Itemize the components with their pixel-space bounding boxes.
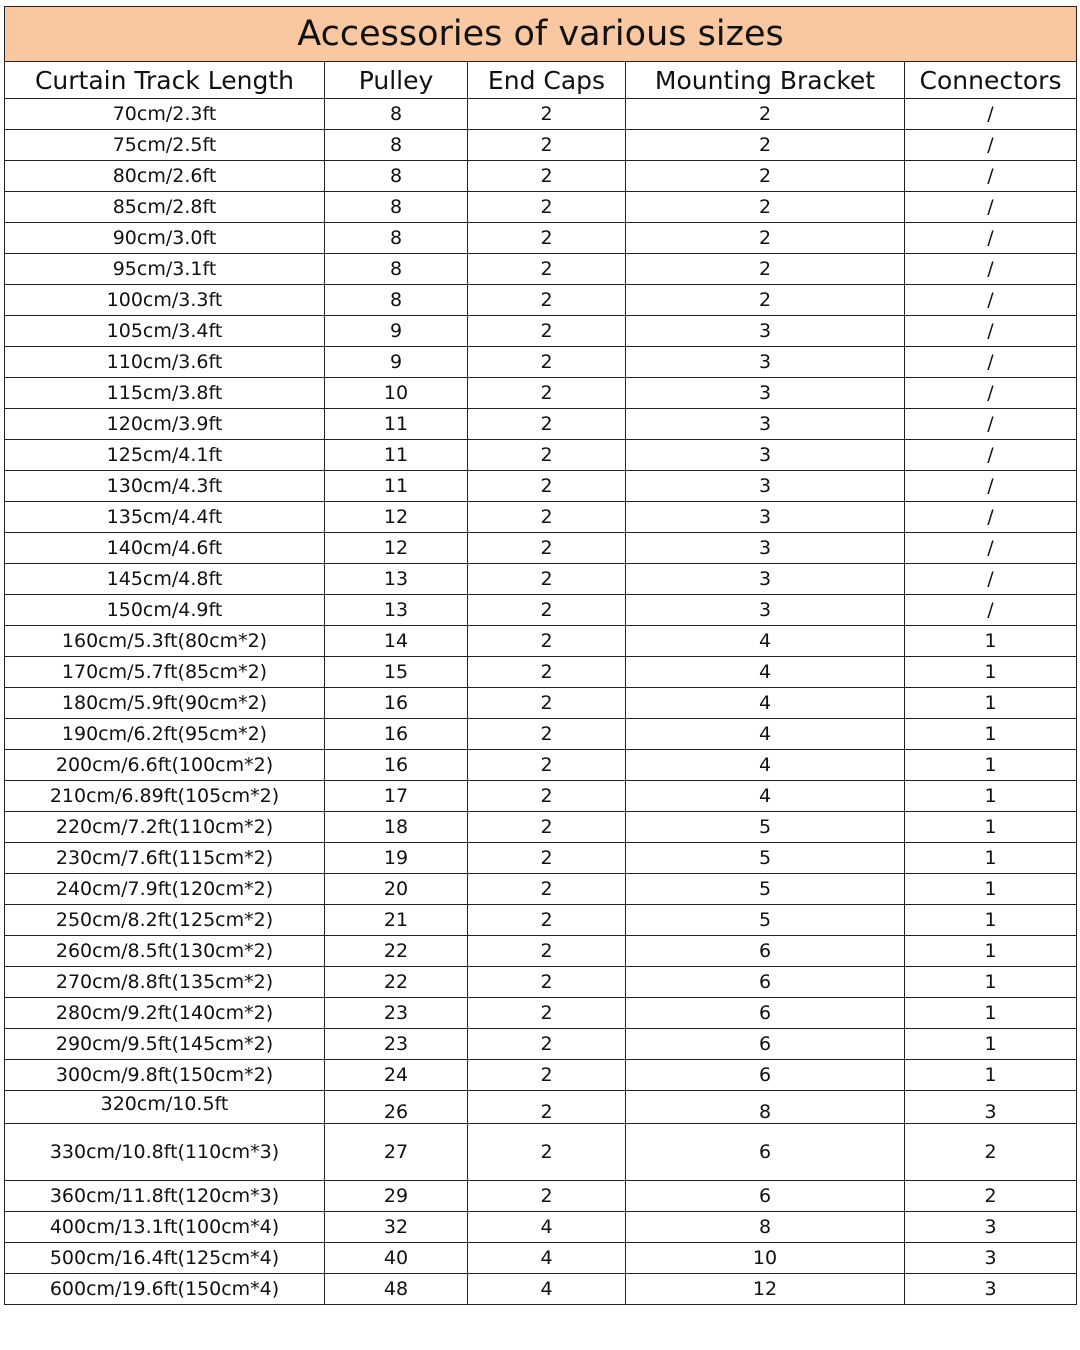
length-cell: 135cm/4.4ft — [5, 502, 325, 533]
table-row — [5, 409, 1077, 440]
end-caps-cell: 2 — [468, 1091, 626, 1124]
length-cell: 90cm/3.0ft — [5, 223, 325, 254]
end-caps-cell: 2 — [468, 843, 626, 874]
end-caps-cell: 2 — [468, 347, 626, 378]
connectors-cell: / — [905, 471, 1077, 502]
end-caps-cell: 2 — [468, 905, 626, 936]
length-cell: 220cm/7.2ft(110cm*2) — [5, 812, 325, 843]
end-caps-cell: 2 — [468, 812, 626, 843]
table-row — [5, 347, 1077, 378]
length-cell: 270cm/8.8ft(135cm*2) — [5, 967, 325, 998]
connectors-cell: 1 — [905, 688, 1077, 719]
mounting-bracket-cell: 10 — [626, 1243, 905, 1274]
mounting-bracket-cell: 3 — [626, 533, 905, 564]
mounting-bracket-cell: 3 — [626, 378, 905, 409]
mounting-bracket-cell: 6 — [626, 967, 905, 998]
pulley-cell: 27 — [325, 1124, 468, 1181]
mounting-bracket-cell: 2 — [626, 99, 905, 130]
header-curtain-track-length: Curtain Track Length — [5, 62, 325, 99]
table-row — [5, 688, 1077, 719]
connectors-cell: / — [905, 409, 1077, 440]
length-cell: 250cm/8.2ft(125cm*2) — [5, 905, 325, 936]
mounting-bracket-cell: 4 — [626, 626, 905, 657]
connectors-cell: 1 — [905, 812, 1077, 843]
length-cell: 100cm/3.3ft — [5, 285, 325, 316]
length-cell: 240cm/7.9ft(120cm*2) — [5, 874, 325, 905]
end-caps-cell: 2 — [468, 874, 626, 905]
table-row — [5, 595, 1077, 626]
mounting-bracket-cell: 3 — [626, 595, 905, 626]
table-row — [5, 626, 1077, 657]
mounting-bracket-cell: 2 — [626, 161, 905, 192]
pulley-cell: 24 — [325, 1060, 468, 1091]
mounting-bracket-cell: 4 — [626, 719, 905, 750]
length-cell: 230cm/7.6ft(115cm*2) — [5, 843, 325, 874]
end-caps-cell: 2 — [468, 688, 626, 719]
pulley-cell: 11 — [325, 440, 468, 471]
end-caps-cell: 4 — [468, 1243, 626, 1274]
connectors-cell: / — [905, 564, 1077, 595]
table-row — [5, 440, 1077, 471]
pulley-cell: 13 — [325, 564, 468, 595]
connectors-cell: / — [905, 316, 1077, 347]
table-title: Accessories of various sizes — [5, 7, 1077, 62]
end-caps-cell: 2 — [468, 254, 626, 285]
length-cell: 290cm/9.5ft(145cm*2) — [5, 1029, 325, 1060]
length-cell: 150cm/4.9ft — [5, 595, 325, 626]
length-cell: 115cm/3.8ft — [5, 378, 325, 409]
mounting-bracket-cell: 3 — [626, 409, 905, 440]
length-cell: 130cm/4.3ft — [5, 471, 325, 502]
connectors-cell: 1 — [905, 874, 1077, 905]
pulley-cell: 8 — [325, 285, 468, 316]
table-row — [5, 967, 1077, 998]
connectors-cell: 1 — [905, 781, 1077, 812]
table-row — [5, 843, 1077, 874]
end-caps-cell: 2 — [468, 967, 626, 998]
pulley-cell: 26 — [325, 1091, 468, 1124]
table-row — [5, 161, 1077, 192]
end-caps-cell: 2 — [468, 1124, 626, 1181]
pulley-cell: 48 — [325, 1274, 468, 1305]
mounting-bracket-cell: 4 — [626, 657, 905, 688]
table-row — [5, 316, 1077, 347]
connectors-cell: / — [905, 99, 1077, 130]
end-caps-cell: 2 — [468, 1029, 626, 1060]
end-caps-cell: 2 — [468, 130, 626, 161]
mounting-bracket-cell: 3 — [626, 316, 905, 347]
pulley-cell: 8 — [325, 192, 468, 223]
length-cell: 190cm/6.2ft(95cm*2) — [5, 719, 325, 750]
table-body — [5, 99, 1077, 1305]
header-row — [5, 62, 1077, 99]
table-row — [5, 1274, 1077, 1305]
connectors-cell: / — [905, 130, 1077, 161]
end-caps-cell: 2 — [468, 471, 626, 502]
connectors-cell: 3 — [905, 1091, 1077, 1124]
table-row — [5, 254, 1077, 285]
end-caps-cell: 2 — [468, 750, 626, 781]
table-row — [5, 936, 1077, 967]
mounting-bracket-cell: 3 — [626, 440, 905, 471]
pulley-cell: 16 — [325, 719, 468, 750]
length-cell: 200cm/6.6ft(100cm*2) — [5, 750, 325, 781]
length-cell: 280cm/9.2ft(140cm*2) — [5, 998, 325, 1029]
connectors-cell: 1 — [905, 1029, 1077, 1060]
pulley-cell: 16 — [325, 750, 468, 781]
table-row — [5, 192, 1077, 223]
mounting-bracket-cell: 2 — [626, 192, 905, 223]
pulley-cell: 15 — [325, 657, 468, 688]
connectors-cell: / — [905, 595, 1077, 626]
mounting-bracket-cell: 6 — [626, 1060, 905, 1091]
table-row — [5, 471, 1077, 502]
length-cell: 320cm/10.5ft — [5, 1091, 325, 1124]
table-row — [5, 1124, 1077, 1181]
pulley-cell: 8 — [325, 99, 468, 130]
end-caps-cell: 2 — [468, 223, 626, 254]
end-caps-cell: 2 — [468, 719, 626, 750]
length-cell: 400cm/13.1ft(100cm*4) — [5, 1212, 325, 1243]
mounting-bracket-cell: 3 — [626, 564, 905, 595]
pulley-cell: 8 — [325, 161, 468, 192]
end-caps-cell: 2 — [468, 533, 626, 564]
mounting-bracket-cell: 5 — [626, 843, 905, 874]
table-row — [5, 533, 1077, 564]
mounting-bracket-cell: 2 — [626, 223, 905, 254]
table-row — [5, 719, 1077, 750]
end-caps-cell: 2 — [468, 99, 626, 130]
table-row — [5, 564, 1077, 595]
end-caps-cell: 2 — [468, 626, 626, 657]
pulley-cell: 18 — [325, 812, 468, 843]
length-cell: 170cm/5.7ft(85cm*2) — [5, 657, 325, 688]
pulley-cell: 22 — [325, 967, 468, 998]
connectors-cell: 1 — [905, 967, 1077, 998]
mounting-bracket-cell: 6 — [626, 1181, 905, 1212]
mounting-bracket-cell: 4 — [626, 750, 905, 781]
connectors-cell: 3 — [905, 1243, 1077, 1274]
length-cell: 300cm/9.8ft(150cm*2) — [5, 1060, 325, 1091]
length-cell: 180cm/5.9ft(90cm*2) — [5, 688, 325, 719]
end-caps-cell: 2 — [468, 595, 626, 626]
end-caps-cell: 2 — [468, 409, 626, 440]
length-cell: 70cm/2.3ft — [5, 99, 325, 130]
end-caps-cell: 2 — [468, 192, 626, 223]
table-row — [5, 874, 1077, 905]
connectors-cell: / — [905, 378, 1077, 409]
end-caps-cell: 2 — [468, 316, 626, 347]
mounting-bracket-cell: 3 — [626, 502, 905, 533]
mounting-bracket-cell: 5 — [626, 905, 905, 936]
length-cell: 500cm/16.4ft(125cm*4) — [5, 1243, 325, 1274]
connectors-cell: 1 — [905, 843, 1077, 874]
pulley-cell: 21 — [325, 905, 468, 936]
length-cell: 80cm/2.6ft — [5, 161, 325, 192]
pulley-cell: 9 — [325, 347, 468, 378]
pulley-cell: 40 — [325, 1243, 468, 1274]
end-caps-cell: 2 — [468, 285, 626, 316]
connectors-cell: 1 — [905, 719, 1077, 750]
pulley-cell: 13 — [325, 595, 468, 626]
length-cell: 330cm/10.8ft(110cm*3) — [5, 1124, 325, 1181]
table-row — [5, 750, 1077, 781]
table-row — [5, 502, 1077, 533]
connectors-cell: 1 — [905, 998, 1077, 1029]
connectors-cell: / — [905, 440, 1077, 471]
table-row — [5, 657, 1077, 688]
pulley-cell: 9 — [325, 316, 468, 347]
pulley-cell: 11 — [325, 409, 468, 440]
connectors-cell: / — [905, 223, 1077, 254]
mounting-bracket-cell: 4 — [626, 688, 905, 719]
table-row — [5, 1091, 1077, 1124]
connectors-cell: / — [905, 161, 1077, 192]
pulley-cell: 14 — [325, 626, 468, 657]
table-row — [5, 378, 1077, 409]
length-cell: 125cm/4.1ft — [5, 440, 325, 471]
pulley-cell: 32 — [325, 1212, 468, 1243]
table-row — [5, 781, 1077, 812]
connectors-cell: 1 — [905, 750, 1077, 781]
pulley-cell: 12 — [325, 502, 468, 533]
pulley-cell: 19 — [325, 843, 468, 874]
pulley-cell: 8 — [325, 130, 468, 161]
end-caps-cell: 4 — [468, 1274, 626, 1305]
pulley-cell: 23 — [325, 1029, 468, 1060]
end-caps-cell: 2 — [468, 161, 626, 192]
table-row — [5, 1029, 1077, 1060]
length-cell: 75cm/2.5ft — [5, 130, 325, 161]
pulley-cell: 8 — [325, 254, 468, 285]
end-caps-cell: 2 — [468, 502, 626, 533]
end-caps-cell: 2 — [468, 657, 626, 688]
end-caps-cell: 2 — [468, 1060, 626, 1091]
connectors-cell: 1 — [905, 936, 1077, 967]
table-row — [5, 1181, 1077, 1212]
length-cell: 105cm/3.4ft — [5, 316, 325, 347]
connectors-cell: 3 — [905, 1274, 1077, 1305]
length-cell: 85cm/2.8ft — [5, 192, 325, 223]
length-cell: 145cm/4.8ft — [5, 564, 325, 595]
mounting-bracket-cell: 12 — [626, 1274, 905, 1305]
end-caps-cell: 2 — [468, 378, 626, 409]
mounting-bracket-cell: 6 — [626, 1124, 905, 1181]
length-cell: 260cm/8.5ft(130cm*2) — [5, 936, 325, 967]
mounting-bracket-cell: 3 — [626, 471, 905, 502]
connectors-cell: / — [905, 347, 1077, 378]
length-cell: 210cm/6.89ft(105cm*2) — [5, 781, 325, 812]
end-caps-cell: 2 — [468, 440, 626, 471]
header-end-caps: End Caps — [468, 62, 626, 99]
table-row — [5, 99, 1077, 130]
length-cell: 120cm/3.9ft — [5, 409, 325, 440]
table-row — [5, 285, 1077, 316]
table-row — [5, 812, 1077, 843]
connectors-cell: 1 — [905, 626, 1077, 657]
connectors-cell: 3 — [905, 1212, 1077, 1243]
pulley-cell: 11 — [325, 471, 468, 502]
connectors-cell: 2 — [905, 1124, 1077, 1181]
mounting-bracket-cell: 4 — [626, 781, 905, 812]
table-row — [5, 998, 1077, 1029]
mounting-bracket-cell: 5 — [626, 874, 905, 905]
end-caps-cell: 2 — [468, 1181, 626, 1212]
table-row — [5, 905, 1077, 936]
pulley-cell: 17 — [325, 781, 468, 812]
length-cell: 600cm/19.6ft(150cm*4) — [5, 1274, 325, 1305]
connectors-cell: / — [905, 254, 1077, 285]
end-caps-cell: 4 — [468, 1212, 626, 1243]
mounting-bracket-cell: 5 — [626, 812, 905, 843]
header-mounting-bracket: Mounting Bracket — [626, 62, 905, 99]
connectors-cell: 1 — [905, 657, 1077, 688]
pulley-cell: 8 — [325, 223, 468, 254]
mounting-bracket-cell: 8 — [626, 1091, 905, 1124]
end-caps-cell: 2 — [468, 998, 626, 1029]
pulley-cell: 22 — [325, 936, 468, 967]
accessories-table — [4, 6, 1077, 1305]
table-row — [5, 130, 1077, 161]
connectors-cell: 2 — [905, 1181, 1077, 1212]
header-connectors: Connectors — [905, 62, 1077, 99]
length-cell: 360cm/11.8ft(120cm*3) — [5, 1181, 325, 1212]
mounting-bracket-cell: 8 — [626, 1212, 905, 1243]
pulley-cell: 16 — [325, 688, 468, 719]
end-caps-cell: 2 — [468, 936, 626, 967]
mounting-bracket-cell: 2 — [626, 285, 905, 316]
connectors-cell: 1 — [905, 1060, 1077, 1091]
mounting-bracket-cell: 2 — [626, 254, 905, 285]
end-caps-cell: 2 — [468, 781, 626, 812]
pulley-cell: 12 — [325, 533, 468, 564]
mounting-bracket-cell: 3 — [626, 347, 905, 378]
connectors-cell: / — [905, 533, 1077, 564]
mounting-bracket-cell: 6 — [626, 936, 905, 967]
pulley-cell: 10 — [325, 378, 468, 409]
header-pulley: Pulley — [325, 62, 468, 99]
table-row — [5, 1243, 1077, 1274]
connectors-cell: / — [905, 192, 1077, 223]
title-row — [5, 7, 1077, 62]
mounting-bracket-cell: 6 — [626, 998, 905, 1029]
end-caps-cell: 2 — [468, 564, 626, 595]
length-cell: 160cm/5.3ft(80cm*2) — [5, 626, 325, 657]
table-row — [5, 1212, 1077, 1243]
table-row — [5, 223, 1077, 254]
mounting-bracket-cell: 2 — [626, 130, 905, 161]
table-row — [5, 1060, 1077, 1091]
length-cell: 110cm/3.6ft — [5, 347, 325, 378]
pulley-cell: 20 — [325, 874, 468, 905]
connectors-cell: 1 — [905, 905, 1077, 936]
mounting-bracket-cell: 6 — [626, 1029, 905, 1060]
connectors-cell: / — [905, 502, 1077, 533]
length-cell: 140cm/4.6ft — [5, 533, 325, 564]
length-cell: 95cm/3.1ft — [5, 254, 325, 285]
pulley-cell: 23 — [325, 998, 468, 1029]
pulley-cell: 29 — [325, 1181, 468, 1212]
connectors-cell: / — [905, 285, 1077, 316]
